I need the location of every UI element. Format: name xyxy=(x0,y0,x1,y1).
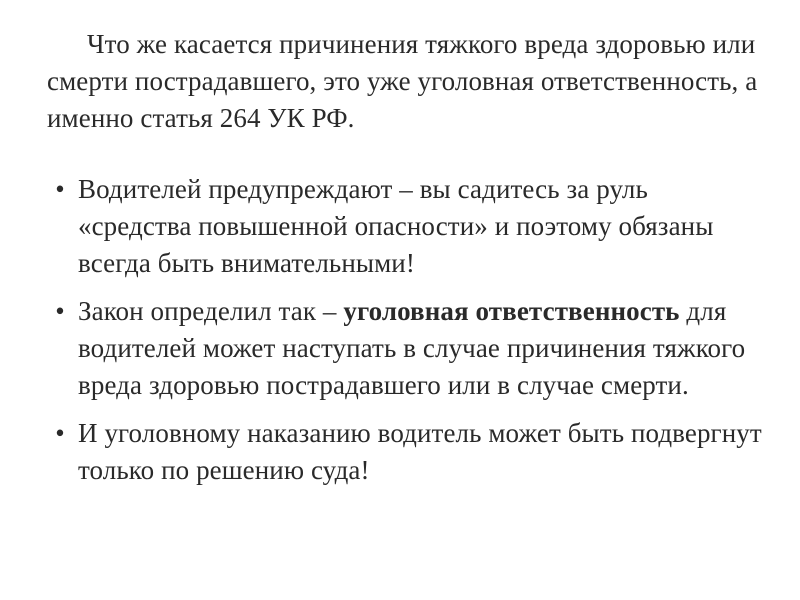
bullet-text: И уголовному наказанию водитель может быть подвергнут только по решению суда! xyxy=(78,418,762,485)
bullet-item-law-defined xyxy=(47,293,767,404)
bullet-text-bold: уголовная ответственность xyxy=(343,296,680,326)
bullet-text: Водителей предупреждают – вы садитесь за руль «средства повышенной опасности» и поэтому обязаны всегда быть внимательными! xyxy=(78,174,714,278)
bullet-text-before: Закон определил так – xyxy=(78,296,344,326)
bullet-marker: • xyxy=(55,296,65,326)
bullet-item-court-decision xyxy=(47,415,767,489)
intro-paragraph: Что же касается причинения тяжкого вреда здоровью или смерти пострадавшего, это уже уголовная ответственность, а именно статья 264 УК РФ. xyxy=(47,29,758,133)
bullet-list xyxy=(47,171,767,500)
bullet-text-after: для водителей может наступать в случае причинения тяжкого вреда здоровью пострадавшего или в случае смерти. xyxy=(78,296,746,400)
bullet-marker: • xyxy=(55,418,65,448)
bullet-marker: • xyxy=(55,174,65,204)
bullet-item-drivers-warned xyxy=(47,171,767,282)
